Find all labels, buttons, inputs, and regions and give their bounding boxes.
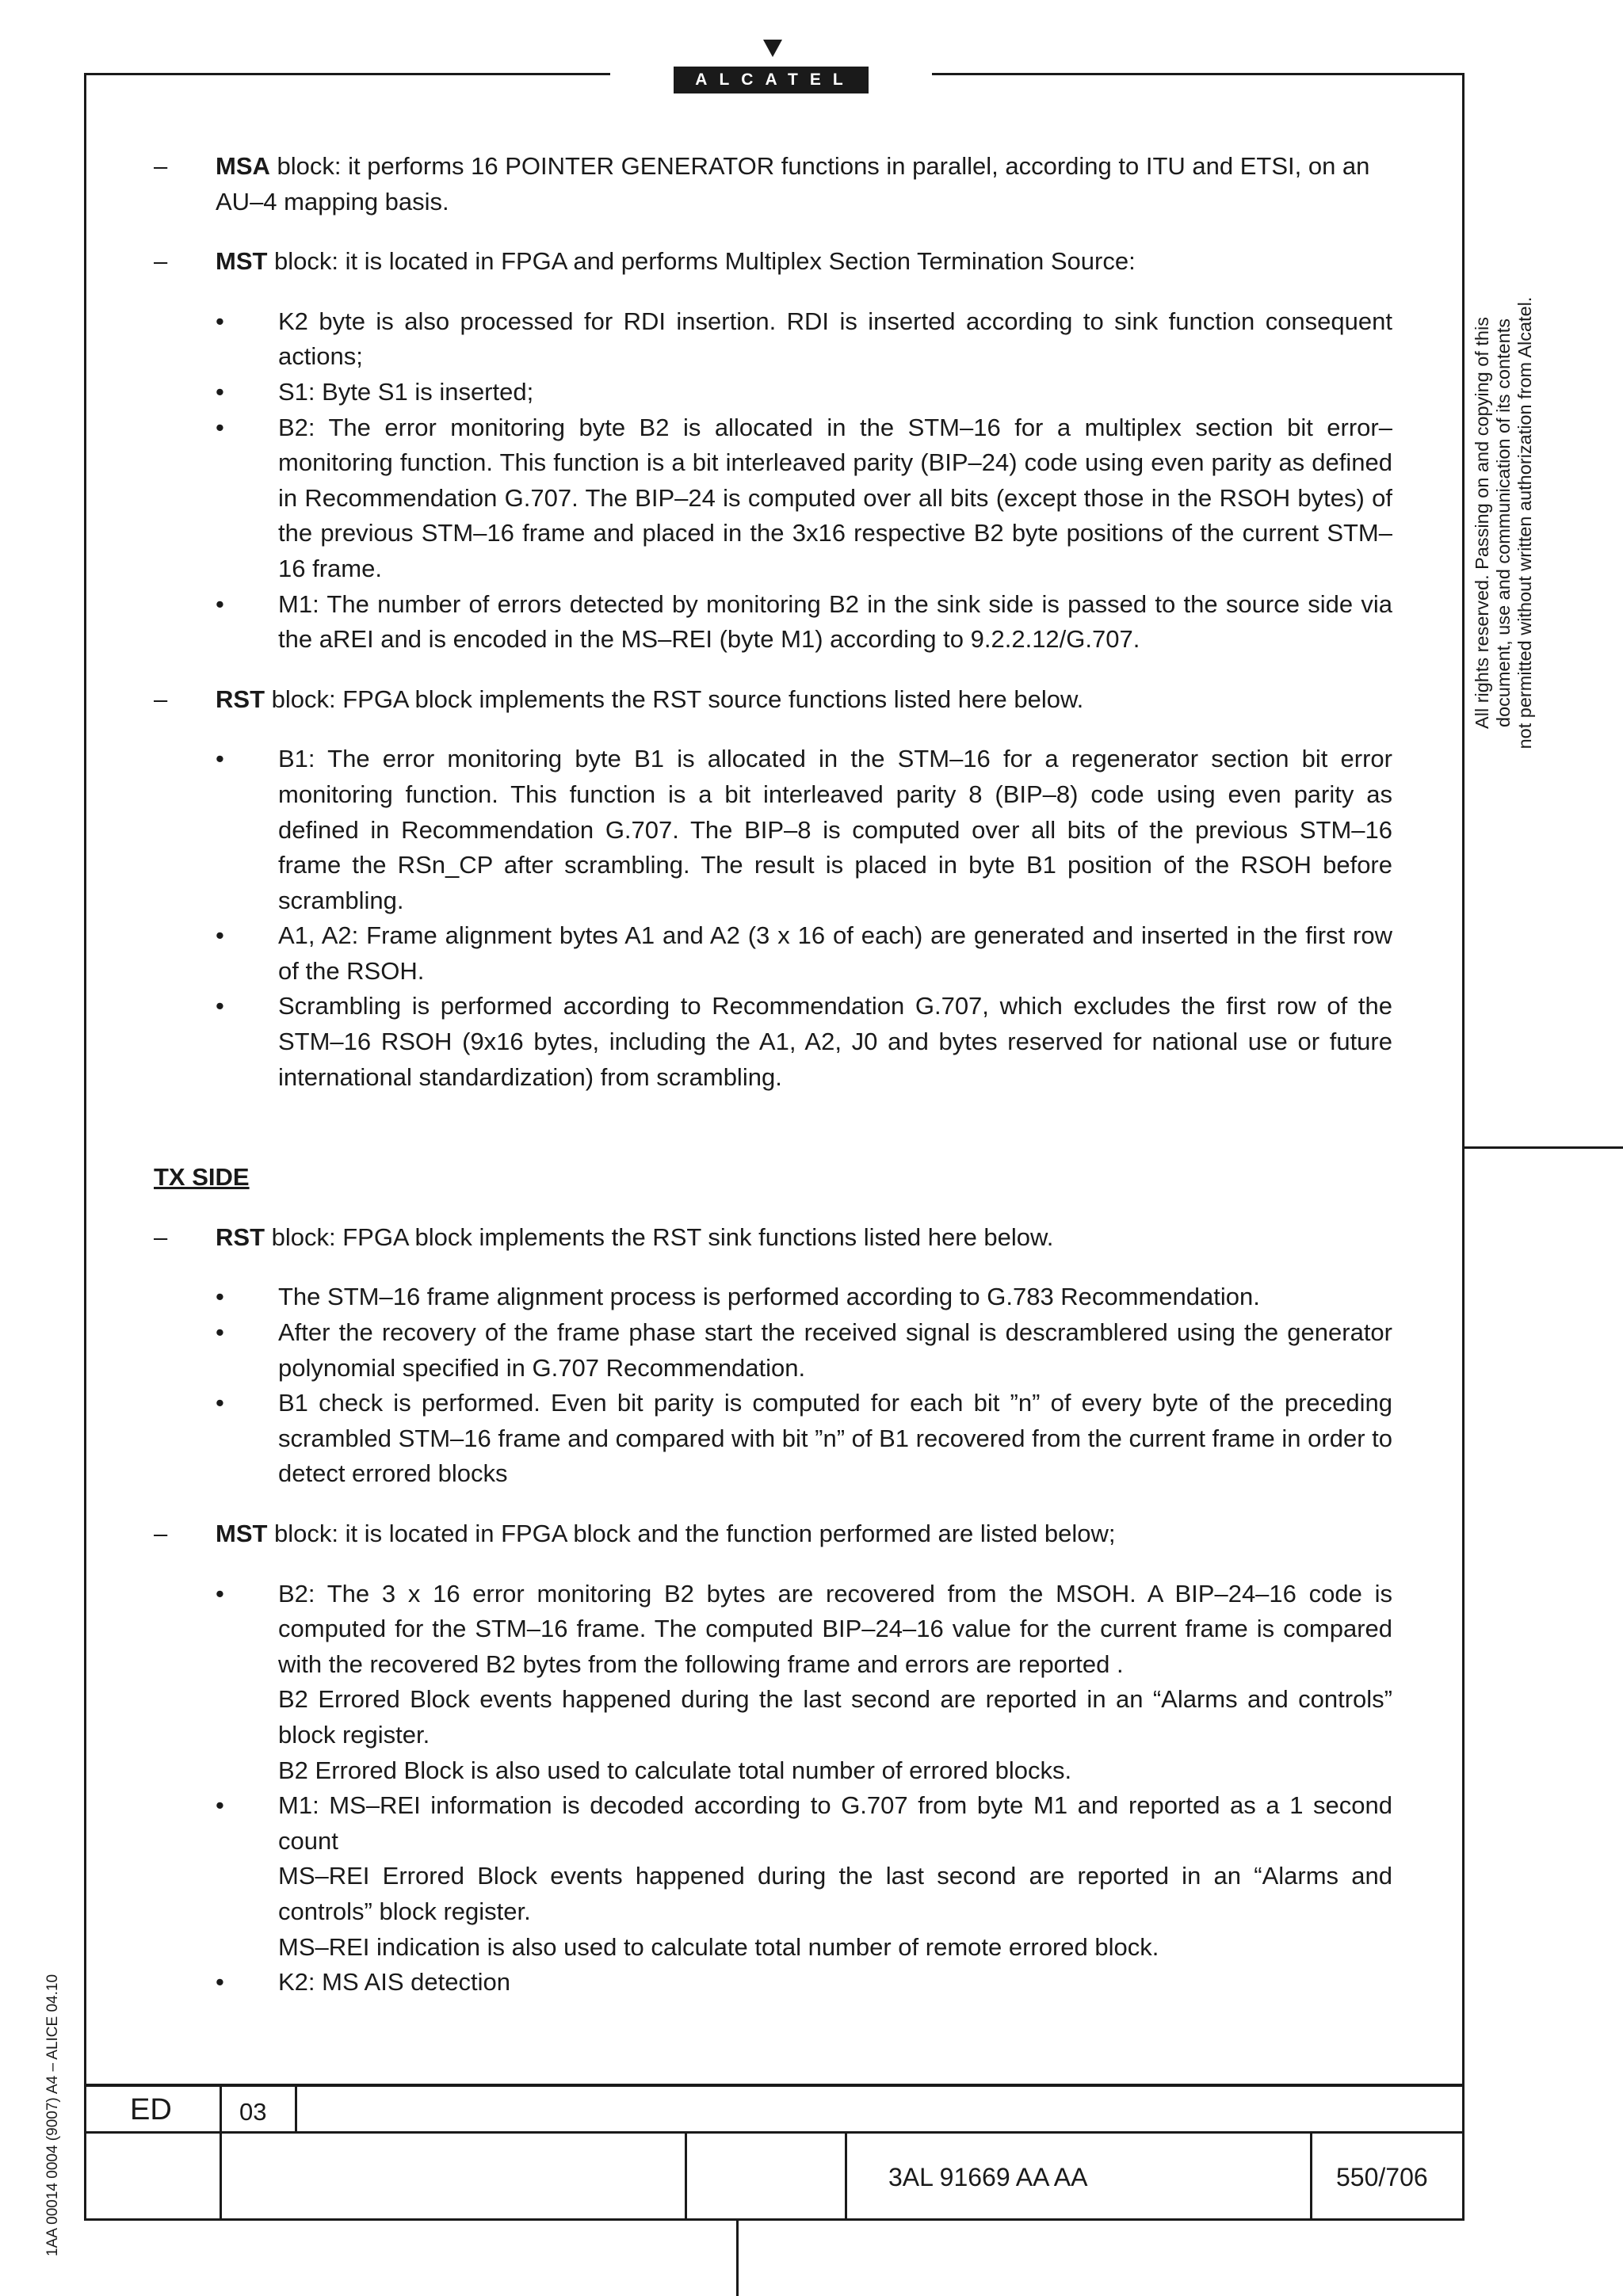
dash-marker: –: [154, 1520, 168, 1547]
rst-sink-bullets: [154, 1280, 1392, 1492]
bullet-text: Scrambling is performed according to Recommendation G.707, which excludes the first row of the STM–16 RSOH (9x16 bytes, including the A1, A2, J0 and bytes reserved for national use or future international standardization) from scrambling.: [278, 992, 1392, 1091]
bullet-icon: •: [216, 992, 224, 1020]
rights-notice-line: document, use and communication of its contents: [1493, 318, 1514, 727]
footer-divider: [685, 2131, 687, 2221]
bullet-icon: •: [216, 745, 224, 773]
bullet-icon: •: [216, 307, 224, 335]
list-item: [154, 1788, 1392, 1965]
bullet-icon: •: [216, 1968, 224, 1997]
list-item: [154, 304, 1392, 375]
rights-notice: [1472, 261, 1536, 784]
block-text: block: FPGA block implements the RST source functions listed here below.: [265, 685, 1084, 713]
bullet-icon: •: [216, 377, 224, 406]
list-item: [154, 1965, 1392, 2000]
rights-notice-line: not permitted without written authorization from Alcatel.: [1514, 296, 1535, 749]
form-code: 1AA 00014 0004 (9007) A4 – ALICE 04.10: [44, 1974, 61, 2256]
alcatel-logo: ALCATEL: [674, 67, 869, 93]
bullet-text: After the recovery of the frame phase start the received signal is descramblered using the generator polynomial specified in G.707 Recommendation.: [278, 1318, 1392, 1382]
frame-left: [84, 73, 86, 2221]
bullet-icon: •: [216, 921, 224, 950]
bullet-continuation: MS–REI Errored Block events happened during the last second are reported in an “Alarms and controls” block register.: [278, 1862, 1392, 1925]
list-item: [154, 1315, 1392, 1386]
rst-sink-item: [154, 1220, 1392, 1256]
list-item: [154, 1386, 1392, 1492]
bullet-text: S1: Byte S1 is inserted;: [278, 377, 534, 406]
list-item: [154, 587, 1392, 658]
section-title-tx-side: TX SIDE: [154, 1163, 250, 1192]
block-name: MST: [216, 1520, 268, 1547]
mst-sink-item: [154, 1516, 1392, 1552]
rst-source-bullets: [154, 742, 1392, 1095]
rights-notice-line: All rights reserved. Passing on and copying of this: [1472, 317, 1492, 729]
bullet-text: B2: The 3 x 16 error monitoring B2 bytes are recovered from the MSOH. A BIP–24–16 code is computed for the STM–16 frame. The computed BIP–24–16 value for the current frame is compared with the recovered B2 bytes from the following frame and errors are reported .: [278, 1579, 1392, 1678]
dash-marker: –: [154, 152, 168, 180]
block-text: block: it is located in FPGA and performs Multiplex Section Termination Source:: [267, 247, 1136, 276]
bullet-text: M1: MS–REI information is decoded according to G.707 from byte M1 and reported as a 1 second count: [278, 1791, 1392, 1855]
bullet-icon: •: [216, 1318, 224, 1347]
bullet-text: B1: The error monitoring byte B1 is allocated in the STM–16 for a regenerator section bit error monitoring function. This function is a bit interleaved parity 8 (BIP–8) code using even parity as defined in Recommendation G.707. The BIP–8 is computed over all bits of the previous STM–16 frame the RSn_CP after scrambling. The result is placed in byte B1 position of the RSOH before scrambling.: [278, 745, 1392, 914]
footer-divider: [220, 2084, 222, 2221]
bullet-icon: •: [216, 413, 224, 441]
bullet-icon: •: [216, 1389, 224, 1417]
list-item: [154, 918, 1392, 989]
mst-source-item: [154, 244, 1392, 280]
list-item: [154, 1280, 1392, 1315]
side-tick: [1462, 1146, 1623, 1149]
block-name: RST: [216, 1222, 265, 1251]
dash-marker: –: [154, 247, 168, 276]
bullet-icon: •: [216, 1579, 224, 1608]
frame-top-left: [84, 73, 610, 75]
msa-item: [154, 149, 1392, 219]
footer-bottom-line: [84, 2218, 1465, 2221]
page-number: 550/706: [1336, 2163, 1428, 2191]
bullet-text: A1, A2: Frame alignment bytes A1 and A2 (3 x 16 of each) are generated and inserted in the first row of the RSOH.: [278, 921, 1392, 985]
logo-triangle-icon: [763, 40, 782, 57]
bullet-text: M1: The number of errors detected by monitoring B2 in the sink side is passed to the source side via the aREI and is encoded in the MS–REI (byte M1) according to 9.2.2.12/G.707.: [278, 589, 1392, 654]
bullet-text: The STM–16 frame alignment process is performed according to G.783 Recommendation.: [278, 1283, 1260, 1311]
footer-divider: [295, 2084, 297, 2133]
dash-marker: –: [154, 1222, 168, 1251]
footer-divider: [1310, 2131, 1312, 2221]
bullet-icon: •: [216, 1283, 224, 1311]
bullet-text: B2: The error monitoring byte B2 is allocated in the STM–16 for a multiplex section bit error–monitoring function. This function is a bit interleaved parity (BIP–24) code using even parity as defined in Recommendation G.707. The BIP–24 is computed over all bits (except those in the RSOH bytes) of the previous STM–16 frame and placed in the 3x16 respective B2 byte positions of the current STM–16 frame.: [278, 413, 1392, 582]
bullet-continuation: MS–REI indication is also used to calculate total number of remote errored block.: [278, 1932, 1159, 1961]
list-item: [154, 375, 1392, 410]
document-body: [154, 149, 1392, 2025]
bullet-text: B1 check is performed. Even bit parity is computed for each bit ”n” of every byte of the preceding scrambled STM–16 frame and compared with bit ”n” of B1 recovered from the current frame in order to detect errored blocks: [278, 1389, 1392, 1488]
edition-value: 03: [239, 2098, 267, 2126]
document-number: 3AL 91669 AA AA: [888, 2163, 1088, 2191]
edition-label: ED: [130, 2093, 172, 2126]
rst-source-item: [154, 682, 1392, 718]
block-text: block: it is located in FPGA block and the function performed are listed below;: [267, 1520, 1116, 1547]
list-item: [154, 410, 1392, 587]
bullet-continuation: B2 Errored Block is also used to calculate total number of errored blocks.: [278, 1756, 1072, 1784]
dash-marker: –: [154, 685, 168, 713]
footer-divider: [845, 2131, 847, 2221]
footer-stem: [736, 2221, 739, 2296]
bullet-icon: •: [216, 589, 224, 618]
list-item: [154, 989, 1392, 1095]
block-name: MST: [216, 247, 268, 276]
block-name: RST: [216, 685, 265, 713]
block-name: MSA: [216, 152, 270, 180]
footer-top-line: [84, 2084, 1465, 2087]
mst-source-bullets: [154, 304, 1392, 658]
mst-sink-bullets: [154, 1577, 1392, 2000]
frame-top-right: [932, 73, 1465, 75]
bullet-text: K2: MS AIS detection: [278, 1968, 510, 1997]
list-item: [154, 742, 1392, 918]
bullet-icon: •: [216, 1791, 224, 1820]
bullet-text: K2 byte is also processed for RDI insertion. RDI is inserted according to sink function consequent actions;: [278, 307, 1392, 371]
block-text: block: FPGA block implements the RST sink functions listed here below.: [265, 1222, 1054, 1251]
block-text: block: it performs 16 POINTER GENERATOR functions in parallel, according to ITU and ETSI, on an AU–4 mapping basis.: [216, 152, 1370, 215]
list-item: [154, 1577, 1392, 1789]
bullet-continuation: B2 Errored Block events happened during the last second are reported in an “Alarms and controls” block register.: [278, 1685, 1392, 1749]
footer-mid-line: [84, 2131, 1465, 2134]
